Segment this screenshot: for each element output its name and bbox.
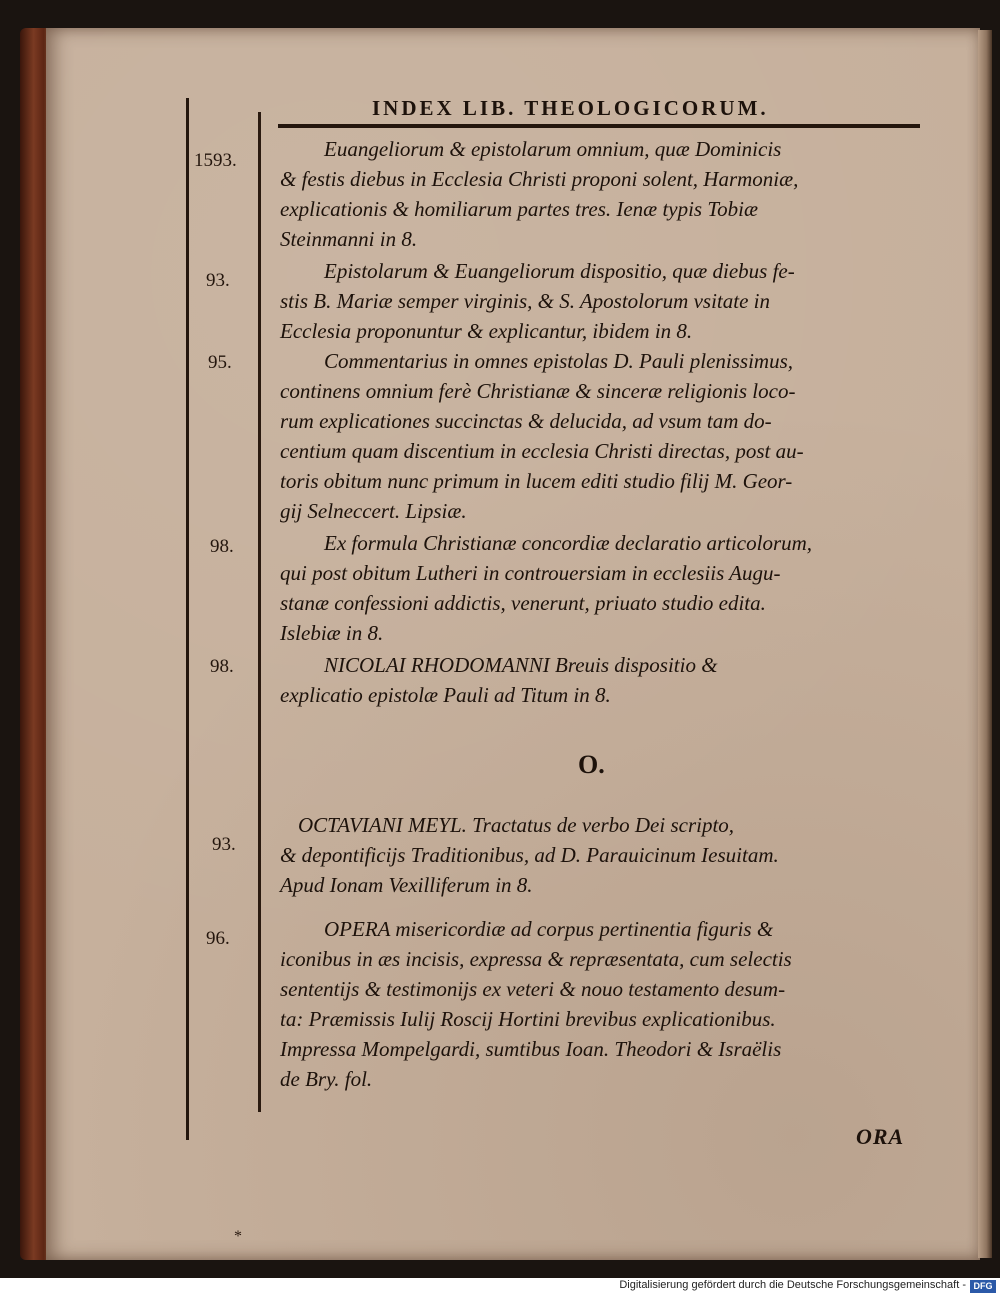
entry-line: explicationis & homiliarum partes tres. Ienæ typis Tobiæ [280,197,758,221]
entry-line: Steinmanni in 8. [280,227,418,251]
entry-line: Islebiæ in 8. [280,621,384,645]
entry-line: ta: Præmissis Iulij Roscij Hortini brevibus explicationibus. [280,1007,776,1031]
entry-line: OPERA misericordiæ ad corpus pertinentia figuris & [324,917,774,941]
running-header: INDEX LIB. THEOLOGICORUM. [372,96,769,120]
list-item [280,650,920,710]
year-marker: 93. [206,270,230,291]
entry-line: explicatio epistolæ Pauli ad Titum in 8. [280,683,611,707]
list-item [280,528,920,648]
page-fore-edge [978,30,992,1258]
entry-line: stanæ confessioni addictis, venerunt, priuato studio edita. [280,591,766,615]
year-marker: 95. [208,352,232,373]
year-marker: 98. [210,536,234,557]
entry-line: Impressa Mompelgardi, sumtibus Ioan. Theodori & Israëlis [280,1037,782,1061]
year-marker: 98. [210,656,234,677]
year-marker: 96. [206,928,230,949]
entry-line: sententijs & testimonijs ex veteri & nouo testamento desum- [280,977,786,1001]
entry-line: Epistolarum & Euangeliorum dispositio, quæ diebus fe- [324,259,795,283]
dfg-logo: DFG [970,1280,996,1293]
entry-line: Ecclesia proponuntur & explicantur, ibidem in 8. [280,319,693,343]
entry-line: Ex formula Christianæ concordiæ declaratio articolorum, [324,531,813,555]
entry-line: de Bry. fol. [280,1067,373,1091]
header-rule [278,124,920,128]
entry-line: centium quam discentium in ecclesia Christi directas, post au- [280,439,804,463]
section-letter: O. [578,750,605,779]
entry-line: toris obitum nunc primum in lucem editi studio filij M. Geor- [280,469,793,493]
entry-line: gij Selneccert. Lipsiæ. [280,499,467,523]
list-item [280,346,920,526]
list-item [280,914,920,1094]
entry-line: NICOLAI RHODOMANNI Breuis dispositio & [324,653,718,677]
footer-bar [0,1278,1000,1295]
entry-line: Euangeliorum & epistolarum omnium, quæ Dominicis [324,137,782,161]
entry-line: iconibus in æs incisis, expressa & repræsentata, cum selectis [280,947,792,971]
entry-line: OCTAVIANI MEYL. Tractatus de verbo Dei scripto, [298,813,735,837]
footer-credit: Digitalisierung gefördert durch die Deutsche Forschungsgemeinschaft - [619,1279,966,1291]
entry-line: Commentarius in omnes epistolas D. Pauli plenissimus, [324,349,794,373]
list-item [280,810,920,900]
list-item [280,256,920,346]
margin-rule-outer [186,98,189,1140]
catchword: ORA [856,1124,905,1149]
entry-line: rum explicationes succinctas & delucida, ad vsum tam do- [280,409,772,433]
year-marker: 1593. [194,150,237,171]
margin-rule-inner [258,112,261,1112]
ink-smudge: * [234,1228,242,1245]
list-item [280,134,920,254]
entry-line: & festis diebus in Ecclesia Christi proponi solent, Harmoniæ, [280,167,799,191]
entry-line: continens omnium ferè Christianæ & sinceræ religionis loco- [280,379,796,403]
entry-line: Apud Ionam Vexilliferum in 8. [280,873,533,897]
entry-line: stis B. Mariæ semper virginis, & S. Apostolorum vsitate in [280,289,771,313]
year-marker: 93. [212,834,236,855]
entry-line: & depontificijs Traditionibus, ad D. Parauicinum Iesuitam. [280,843,779,867]
entry-line: qui post obitum Lutheri in controuersiam in ecclesiis Augu- [280,561,781,585]
